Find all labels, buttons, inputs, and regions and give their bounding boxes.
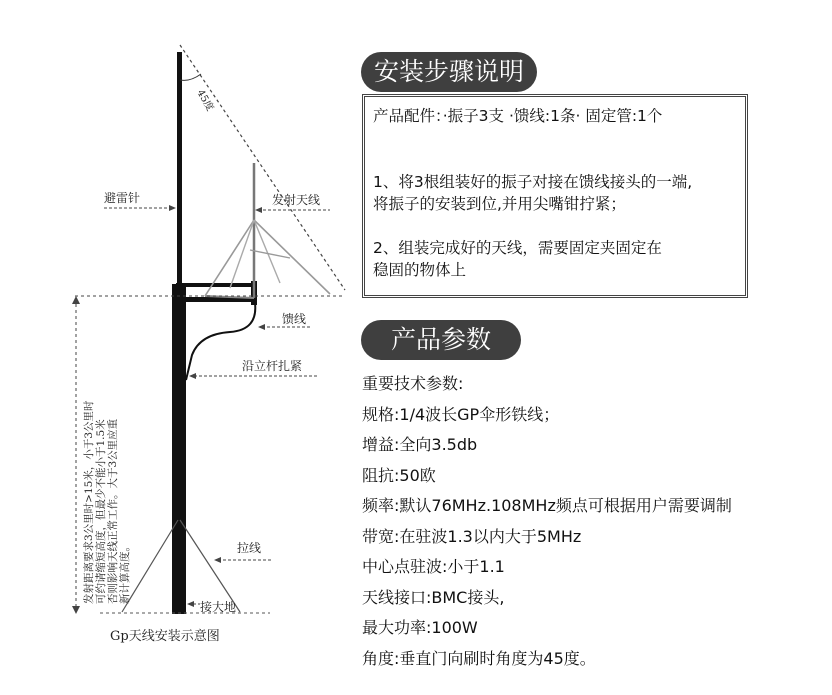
param-row: 天线接口:BMC接头, <box>362 587 505 607</box>
param-row: 带宽:在驻波1.3以内大于5MHz <box>362 526 582 546</box>
param-row: 中心点驻波:小于1.1 <box>362 557 505 576</box>
lightning-rod-arrow <box>169 205 176 211</box>
guy-wire-label: 拉线 <box>237 541 262 555</box>
guy-wire-right <box>180 520 240 612</box>
install-instructions-box <box>362 94 748 298</box>
height-arrow-bottom <box>72 606 80 614</box>
lightning-rod-label: 避雷针 <box>104 191 141 205</box>
params-title: 产品参数 <box>390 325 491 354</box>
step1-line1: 1、将3根组装好的振子对接在馈线接头的一端, <box>373 173 693 191</box>
param-row: 阻抗:50欧 <box>362 465 436 485</box>
angle-label: 45度 <box>194 88 216 114</box>
ground-arrow <box>187 601 194 607</box>
gp-antenna <box>205 163 330 298</box>
install-title: 安装步骤说明 <box>373 57 524 86</box>
angle-arc <box>180 74 201 80</box>
height-note <box>82 400 131 604</box>
step1-line2: 将振子的安装到位,并用尖嘴钳拧紧； <box>373 195 626 213</box>
lightning-rod <box>177 52 182 284</box>
param-row: 角度:垂直门向刷时角度为45度。 <box>362 648 596 668</box>
params-title-pill <box>361 320 521 360</box>
height-note-line-2: 可约请缩短高度，但最少不能小于1.5米 <box>95 419 107 604</box>
radiating-antenna-label: 发射天线 <box>272 193 321 207</box>
install-title-pill <box>361 52 537 92</box>
params-list <box>362 369 822 674</box>
ground-label: 接大地 <box>200 600 237 614</box>
param-row: 规格:1/4波长GP伞形铁线； <box>362 404 560 424</box>
step2-line1: 2、组装完成好的天线，需要固定夹固定在 <box>373 239 662 257</box>
angle-line <box>180 45 345 290</box>
height-arrow-top <box>72 296 80 304</box>
param-row: 重要技术参数: <box>362 374 464 393</box>
step2-line2: 稳固的物体上 <box>373 261 467 279</box>
diagram-caption: Gp天线安装示意图 <box>110 629 220 644</box>
along-pole-label: 沿立杆扎紧 <box>242 359 303 373</box>
param-row: 增益:全向3.5db <box>362 435 478 454</box>
gp-antenna-diagram <box>0 0 360 695</box>
param-row: 最大功率:100W <box>362 618 478 637</box>
mast-pole <box>172 284 186 614</box>
mount-bracket <box>176 283 256 287</box>
feedline-label: 馈线 <box>282 312 307 326</box>
height-note-line-3: 否则影响天线正常工作。大于3公里应重 <box>107 418 119 604</box>
height-note-line-1: 发射距离要求3公里时>15米，小于3公里时 <box>83 400 95 604</box>
param-row: 频率:默认76MHz.108MHz频点可根据用户需要调制 <box>362 496 732 515</box>
radiating-antenna-arrow <box>255 207 262 213</box>
accessories-text: 产品配件：·振子3支 ·馈线:1条· 固定管:1个 <box>373 107 663 125</box>
height-note-line-4: 新计算高度。 <box>119 541 131 604</box>
along-pole-arrow <box>189 373 196 379</box>
guy-wire-arrow <box>214 557 221 563</box>
feedline-arrow <box>258 324 265 330</box>
